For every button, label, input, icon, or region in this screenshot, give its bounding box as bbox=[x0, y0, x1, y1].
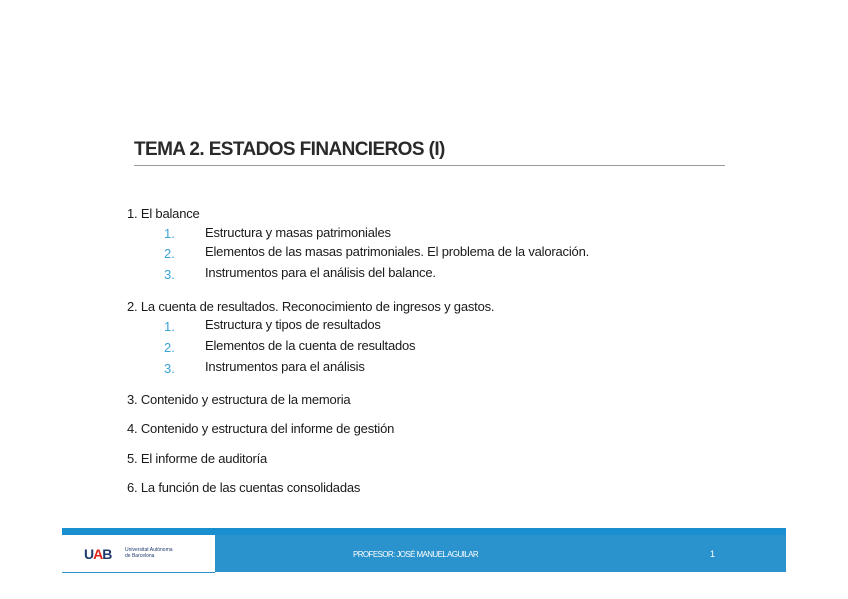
uab-logo-mark bbox=[84, 546, 111, 562]
page-number: 1 bbox=[710, 549, 716, 559]
footer-accent-bar bbox=[62, 528, 786, 535]
section-2-item-2: Elementos de la cuenta de resultados bbox=[205, 338, 416, 353]
section-2-item-2-number: 2. bbox=[164, 340, 175, 355]
section-2-item-1: Estructura y tipos de resultados bbox=[205, 317, 381, 332]
section-6-heading: 6. La función de las cuentas consolidadas bbox=[127, 480, 361, 495]
section-1-item-2-number: 2. bbox=[164, 246, 175, 261]
logo-letter-u: U bbox=[84, 546, 94, 562]
title-divider bbox=[134, 165, 725, 166]
section-1-item-2: Elementos de las masas patrimoniales. El problema de la valoración. bbox=[205, 244, 590, 259]
slide-title: TEMA 2. ESTADOS FINANCIEROS (I) bbox=[134, 139, 445, 160]
section-4-heading: 4. Contenido y estructura del informe de gestión bbox=[127, 421, 395, 436]
logo-text-line-2: de Barcelona bbox=[125, 553, 155, 559]
uab-logo bbox=[62, 535, 215, 573]
logo-letter-a: A bbox=[93, 546, 103, 562]
section-1-item-3-number: 3. bbox=[164, 267, 175, 282]
section-2-item-3-number: 3. bbox=[164, 361, 175, 376]
section-2-item-3: Instrumentos para el análisis bbox=[205, 359, 365, 374]
section-1-item-3: Instrumentos para el análisis del balance. bbox=[205, 265, 436, 280]
section-2-item-1-number: 1. bbox=[164, 319, 175, 334]
section-2-heading: 2. La cuenta de resultados. Reconocimiento de ingresos y gastos. bbox=[127, 299, 495, 314]
footer-presenter: PROFESOR: JOSÉ MANUEL AGUILAR bbox=[353, 550, 479, 559]
logo-letter-b: B bbox=[102, 546, 112, 562]
section-1-heading: 1. El balance bbox=[127, 206, 200, 221]
uab-logo-text bbox=[125, 547, 173, 559]
section-1-item-1: Estructura y masas patrimoniales bbox=[205, 225, 391, 240]
section-5-heading: 5. El informe de auditoría bbox=[127, 451, 268, 466]
section-1-item-1-number: 1. bbox=[164, 226, 175, 241]
section-3-heading: 3. Contenido y estructura de la memoria bbox=[127, 392, 351, 407]
logo-text-line-1: Universitat Autònoma bbox=[125, 547, 173, 553]
